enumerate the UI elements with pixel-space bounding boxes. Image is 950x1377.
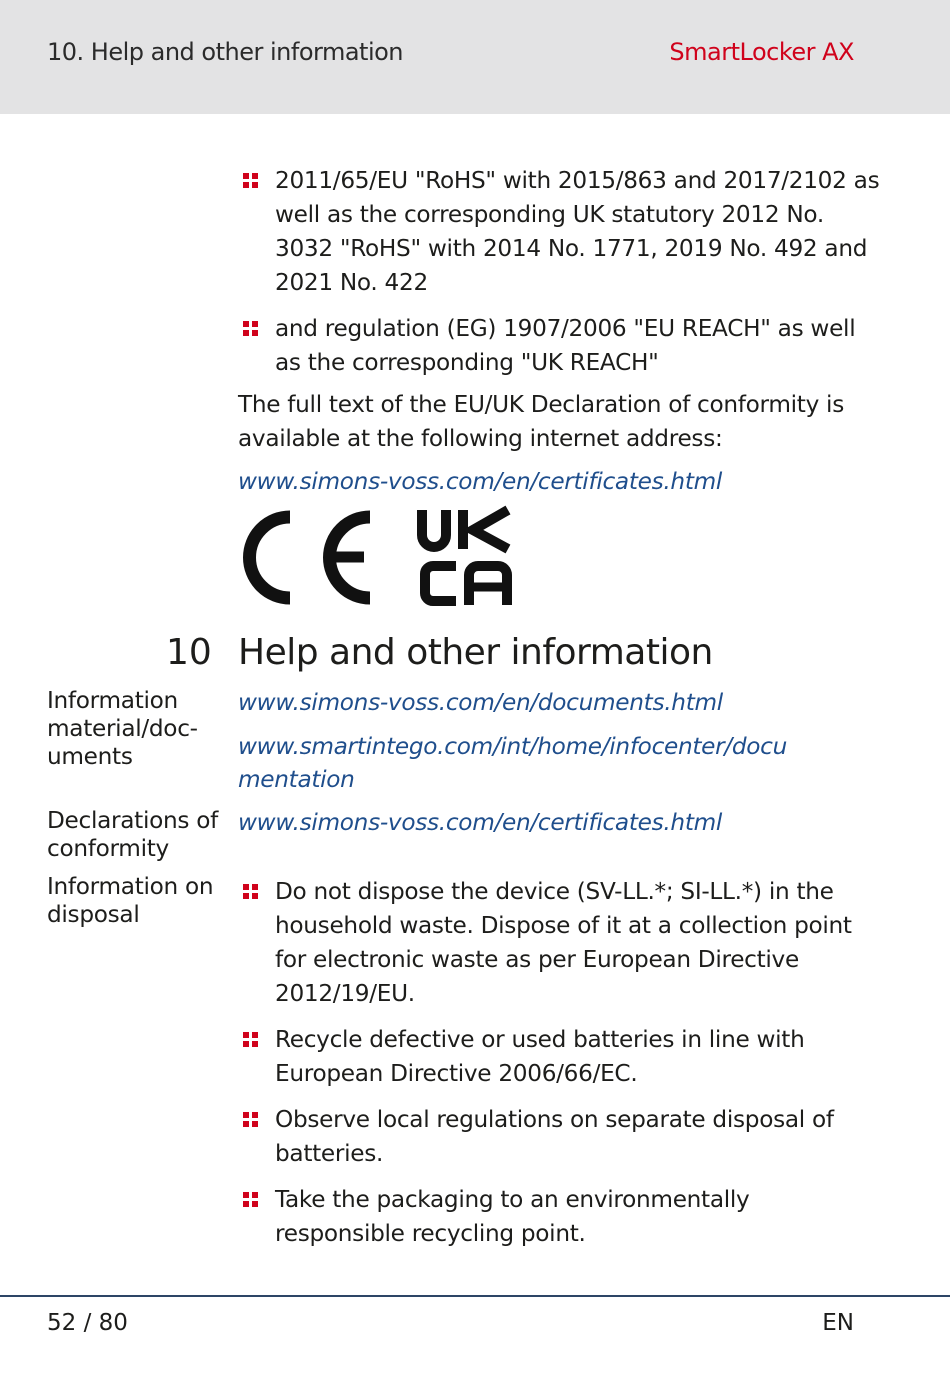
list-item: Recycle defective or used batteries in line with European Directive 2006/66/EC. [240, 1023, 880, 1091]
list-item: Observe local regulations on separate disposal of batteries. [240, 1103, 880, 1171]
declaration-link[interactable]: www.simons-voss.com/en/certificates.html [238, 468, 723, 495]
certificates-link[interactable]: www.simons-voss.com/en/certificates.html [238, 809, 723, 836]
ce-ukca-marks-icon [236, 505, 526, 610]
bullet-icon [243, 1192, 259, 1208]
bullet-icon [243, 1112, 259, 1128]
documentation-link[interactable]: www.smartintego.com/int/home/infocenter/documentation [238, 733, 788, 793]
bullet-icon [243, 173, 259, 189]
bullet-icon [243, 321, 259, 337]
page-number: 52 / 80 [47, 1310, 128, 1336]
bullet-icon [243, 884, 259, 900]
info-material-label: Information material/documents [47, 687, 199, 770]
bullet-icon [243, 1032, 259, 1048]
language-code: EN [822, 1310, 854, 1336]
header-product-name: SmartLocker AX [669, 38, 854, 66]
list-item: Do not dispose the device (SV-LL.*; SI-LL.*) in the household waste. Dispose of it at a collection point for electronic waste as per European Directive 2012/19/EU. [240, 875, 880, 1011]
declarations-label: Declarations of conformity [47, 807, 218, 862]
disposal-list [240, 875, 880, 1263]
documents-link[interactable]: www.simons-voss.com/en/documents.html [238, 689, 723, 716]
regulations-list [240, 164, 880, 392]
footer-divider [0, 1295, 950, 1297]
list-item: and regulation (EG) 1907/2006 "EU REACH" as well as the corresponding "UK REACH" [240, 312, 880, 380]
section-number: 10 [166, 632, 212, 673]
conformity-marks [236, 505, 526, 610]
section-title: Help and other information [238, 632, 713, 673]
declaration-text: The full text of the EU/UK Declaration of conformity is available at the following internet address: [238, 391, 844, 452]
list-item: 2011/65/EU "RoHS" with 2015/863 and 2017/2102 as well as the corresponding UK statutory 2012 No. 3032 "RoHS" with 2014 No. 1771, 2019 No. 492 and 2021 No. 422 [240, 164, 880, 300]
header-section-title: 10. Help and other information [47, 38, 404, 66]
disposal-label: Information on disposal [47, 873, 214, 928]
list-item: Take the packaging to an environmentally responsible recycling point. [240, 1183, 880, 1251]
page-header [0, 0, 950, 114]
